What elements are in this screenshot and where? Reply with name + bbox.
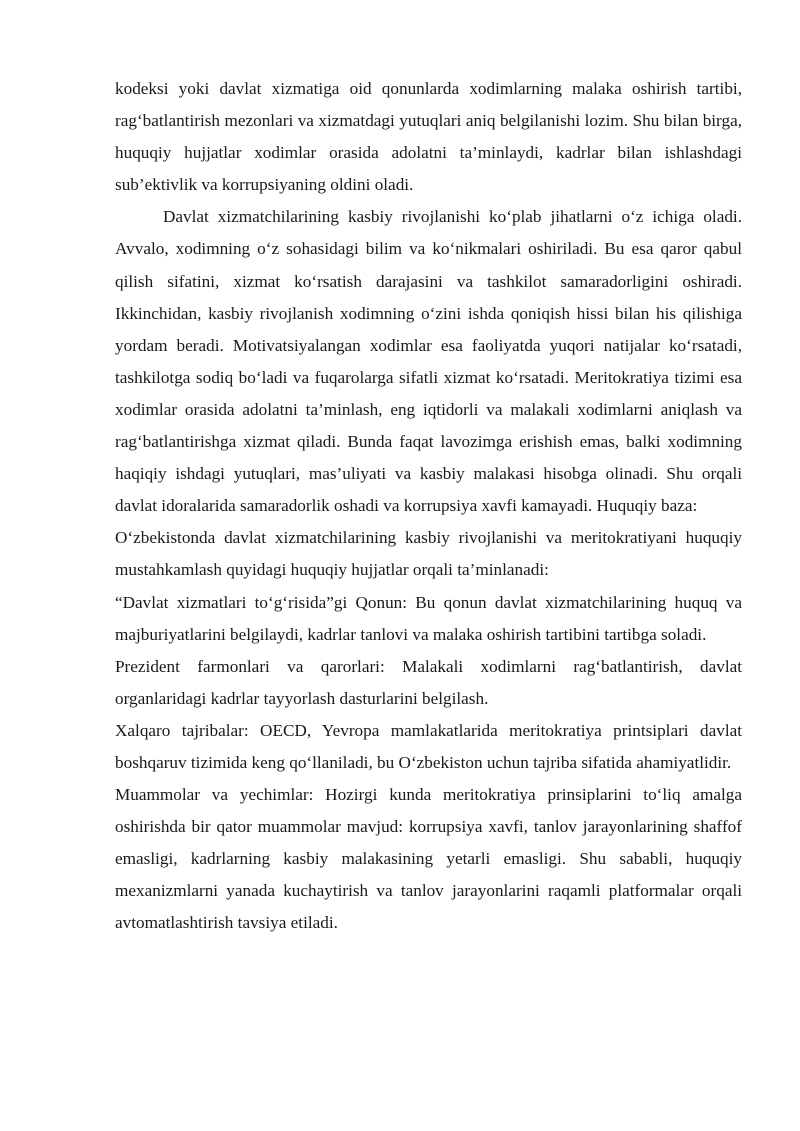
paragraph-legal-basis-intro: O‘zbekistonda davlat xizmatchilarining kasbiy rivojlanishi va meritokratiyani huquqiy mustahkamlash quyidagi huquqiy hujjatlar orqali ta’minlanadi: — [115, 528, 742, 580]
paragraph-legal-codes: kodeksi yoki davlat xizmatiga oid qonunlarda xodimlarning malaka oshirish tartibi, rag‘batlantirish mezonlari va xizmatdagi yutuqlari aniq belgilanishi lozim. Shu bilan birga, huquqiy hujjatlar xodimlar orasida adolatni ta’minlaydi, kadrlar bilan ishlashdagi sub’ektivlik va korrupsiyaning oldini oladi. — [115, 79, 742, 195]
paragraph-professional-development: Davlat xizmatchilarining kasbiy rivojlanishi ko‘plab jihatlarni o‘z ichiga oladi. Avvalo, xodimning o‘z sohasidagi bilim va ko‘nikmalari oshiriladi. Bu esa qaror qabul qilish sifatini, xizmat ko‘rsatish darajasini va tashkilot samaradorligini oshiradi. Ikkinchidan, kasbiy rivojlanish xodimning o‘zini ishda qoniqish hissi bilan his qilishiga yordam beradi. Motivatsiyalangan xodimlar esa faoliyatda yuqori natijalar ko‘rsatadi, tashkilotga sodiq bo‘ladi va fuqarolarga sifatli xizmat ko‘rsatadi. Meritokratiya tizimi esa xodimlar orasida adolatni ta’minlash, eng iqtidorli va malakali xodimlarni aniqlash va rag‘batlantirishga xizmat qiladi. Bunda faqat lavozimga erishish emas, balki xodimning haqiqiy ishdagi yutuqlari, mas’uliyati va kasbiy malakasi hisobga olinadi. Shu orqali davlat idoralarida samaradorlik oshadi va korrupsiya xavfi kamayadi. Huquqiy baza: — [115, 207, 742, 516]
paragraph-civil-service-law: “Davlat xizmatlari to‘g‘risida”gi Qonun: Bu qonun davlat xizmatchilarining huquq va majburiyatlarini belgilaydi, kadrlar tanlovi va malaka oshirish tartibini tartibga soladi. — [115, 592, 742, 644]
paragraph-international-experience: Xalqaro tajribalar: OECD, Yevropa mamlakatlarida meritokratiya printsiplari davlat boshqaruv tizimida keng qo‘llaniladi, bu O‘zbekiston uchun tajriba sifatida ahamiyatlidir. — [115, 720, 742, 772]
document-page — [115, 73, 742, 940]
paragraph-problems-and-solutions: Muammolar va yechimlar: Hozirgi kunda meritokratiya prinsiplarini to‘liq amalga oshirishda bir qator muammolar mavjud: korrupsiya xavfi, tanlov jarayonlarining shaffof emasligi, kadrlarning kasbiy malakasining yetarli emasligi. Shu sababli, huquqiy mexanizmlarni yanada kuchaytirish va tanlov jarayonlarini raqamli platformalar orqali avtomatlashtirish tavsiya etiladi. — [115, 785, 742, 933]
paragraph-presidential-decrees: Prezident farmonlari va qarorlari: Malakali xodimlarni rag‘batlantirish, davlat organlaridagi kadrlar tayyorlash dasturlarini belgilash. — [115, 656, 742, 708]
